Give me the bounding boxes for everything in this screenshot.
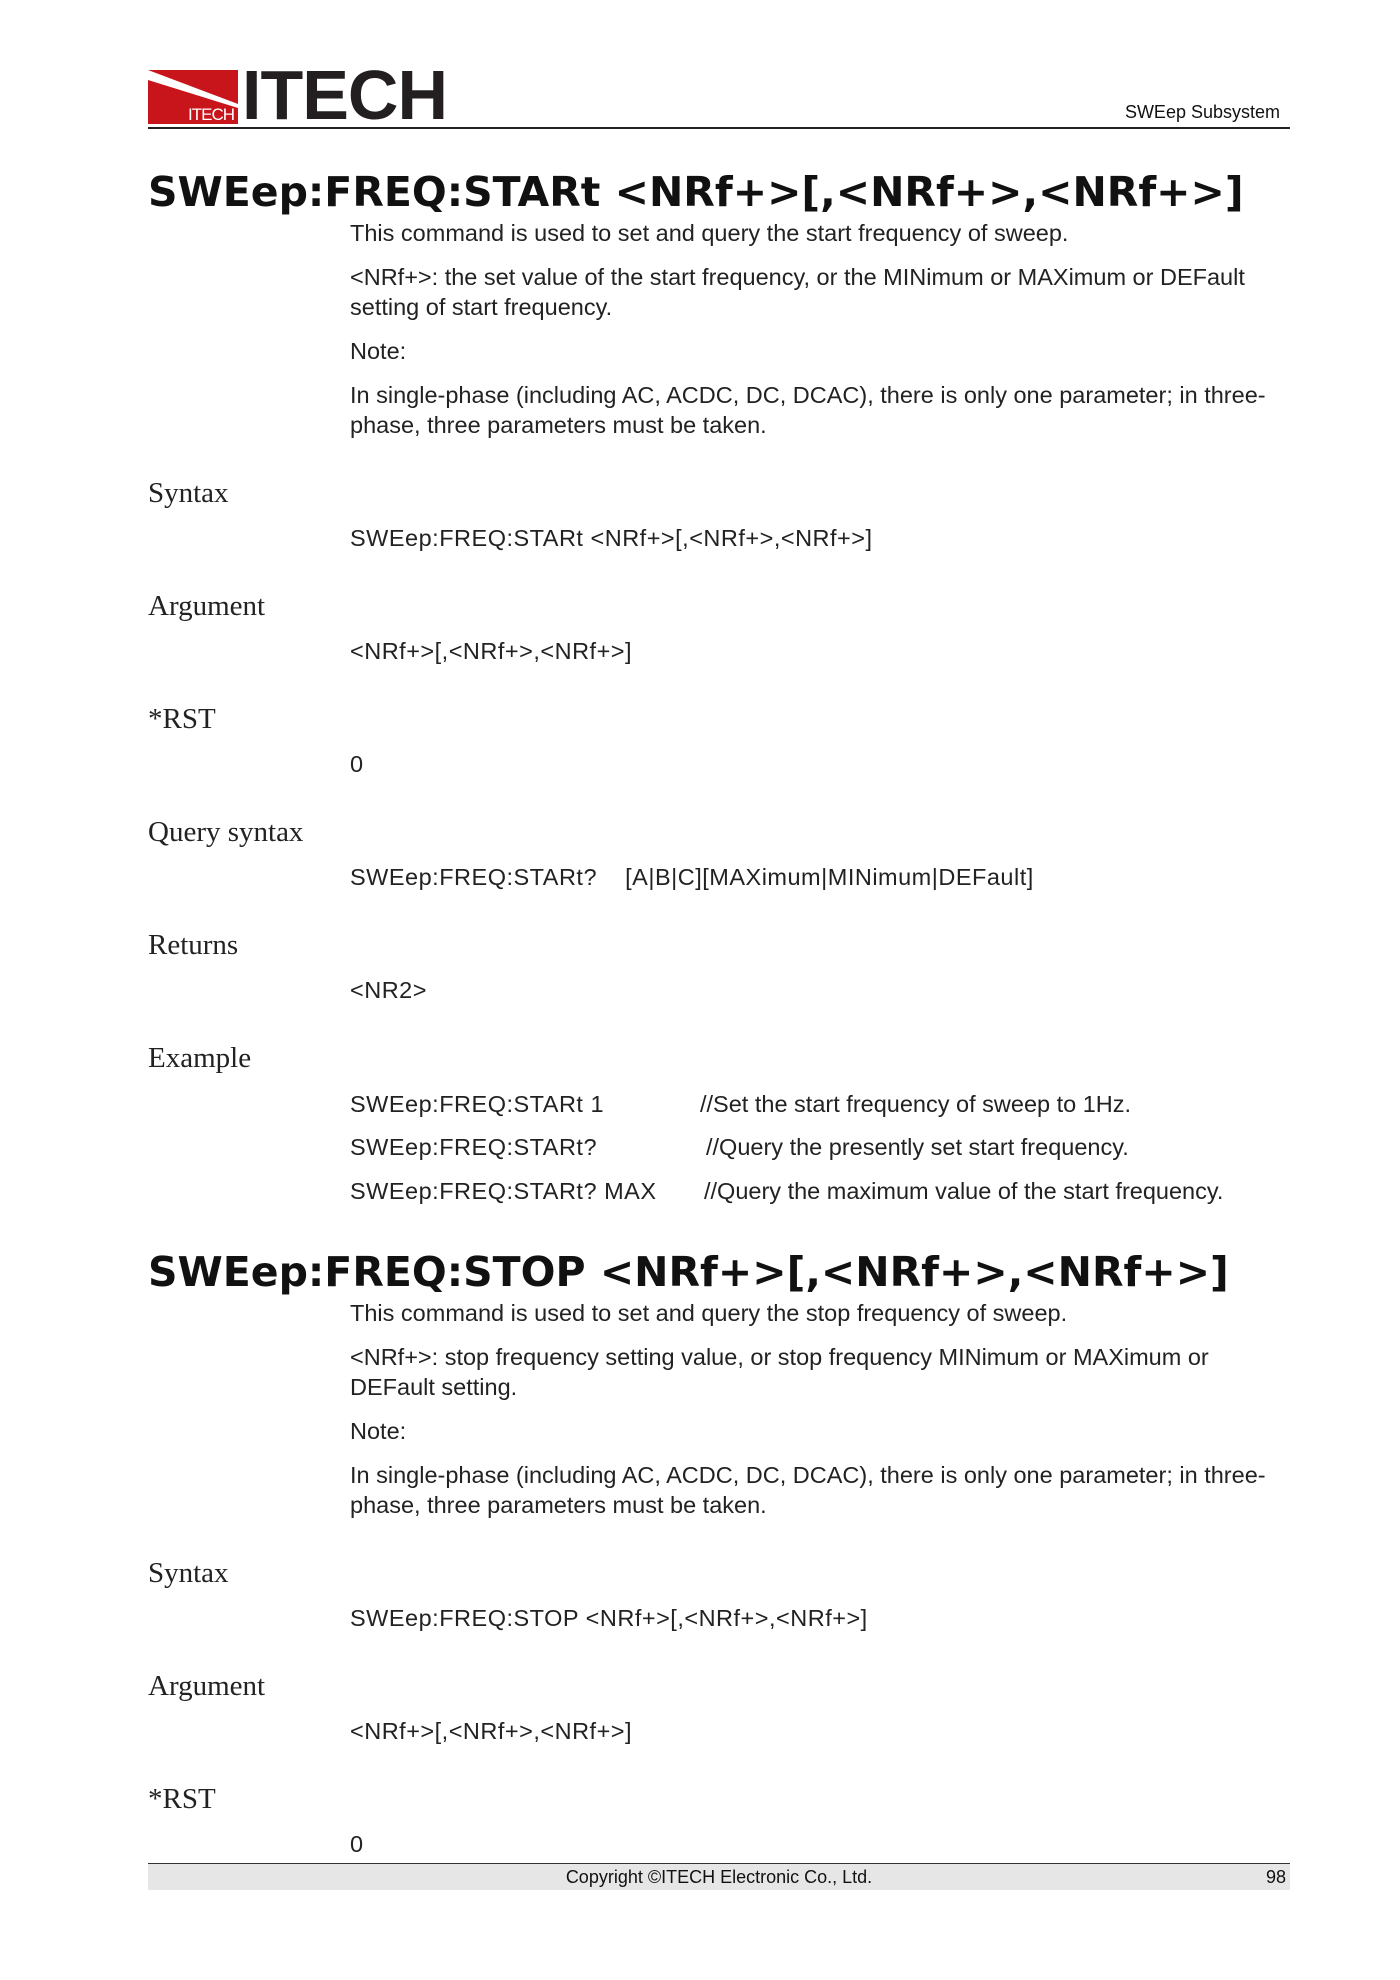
stop-description: This command is used to set and query the stop frequency of sweep. — [350, 1300, 1068, 1326]
start-query-label: Query syntax — [148, 816, 304, 848]
stop-parameter-description: <NRf+>: stop frequency setting value, or stop frequency MINimum or MAXimum or DEFault setting. — [350, 1344, 1209, 1400]
example-comment: //Set the start frequency of sweep to 1Hz. — [700, 1091, 1132, 1117]
itech-logo — [148, 56, 468, 134]
command-heading-stop: SWEep:FREQ:STOP <NRf+>[,<NRf+>,<NRf+>] — [148, 1248, 1229, 1296]
start-query-syntax: SWEep:FREQ:STARt? [A|B|C][MAXimum|MINimum|DEFault] — [350, 864, 1034, 890]
start-argument: <NRf+>[,<NRf+>,<NRf+>] — [350, 638, 633, 664]
logo-small-text: ITECH — [188, 105, 234, 124]
start-note-label: Note: — [350, 338, 407, 364]
start-description: This command is used to set and query the start frequency of sweep. — [350, 220, 1069, 246]
header-section-title: SWEep Subsystem — [1124, 102, 1280, 122]
command-heading-start: SWEep:FREQ:STARt <NRf+>[,<NRf+>,<NRf+>] — [148, 168, 1244, 216]
logo-red-mark — [148, 70, 238, 124]
example-command: SWEep:FREQ:STARt? MAX — [350, 1178, 657, 1204]
example-comment: //Query the presently set start frequency. — [706, 1134, 1129, 1160]
start-returns-label: Returns — [148, 929, 239, 961]
footer-copyright: Copyright ©ITECH Electronic Co., Ltd. — [565, 1867, 873, 1887]
stop-argument-label: Argument — [148, 1670, 266, 1702]
header-divider — [148, 127, 1290, 129]
start-parameter-description: <NRf+>: the set value of the start frequency, or the MINimum or MAXimum or DEFault setting of start frequency. — [350, 264, 1245, 320]
stop-note-text: In single-phase (including AC, ACDC, DC, DCAC), there is only one parameter; in three-phase, three parameters must be taken. — [350, 1462, 1266, 1518]
stop-syntax: SWEep:FREQ:STOP <NRf+>[,<NRf+>,<NRf+>] — [350, 1605, 868, 1631]
stop-rst-label: *RST — [148, 1783, 216, 1815]
example-command: SWEep:FREQ:STARt 1 — [350, 1091, 605, 1117]
logo-wordmark: ITECH — [242, 56, 447, 134]
example-comment: //Query the maximum value of the start frequency. — [704, 1178, 1224, 1204]
start-note-text: In single-phase (including AC, ACDC, DC, DCAC), there is only one parameter; in three-phase, three parameters must be taken. — [350, 382, 1266, 438]
start-syntax: SWEep:FREQ:STARt <NRf+>[,<NRf+>,<NRf+>] — [350, 525, 873, 551]
stop-rst-value: 0 — [350, 1831, 364, 1857]
start-rst-value: 0 — [350, 751, 364, 777]
stop-syntax-label: Syntax — [148, 1557, 229, 1589]
start-argument-label: Argument — [148, 590, 266, 622]
start-example-label: Example — [148, 1042, 252, 1074]
footer — [148, 1864, 1290, 1890]
start-syntax-label: Syntax — [148, 477, 229, 509]
start-rst-label: *RST — [148, 703, 216, 735]
stop-argument: <NRf+>[,<NRf+>,<NRf+>] — [350, 1718, 633, 1744]
page-number: 98 — [1265, 1867, 1286, 1887]
example-command: SWEep:FREQ:STARt? — [350, 1134, 598, 1160]
stop-note-label: Note: — [350, 1418, 407, 1444]
start-returns-value: <NR2> — [350, 977, 427, 1003]
